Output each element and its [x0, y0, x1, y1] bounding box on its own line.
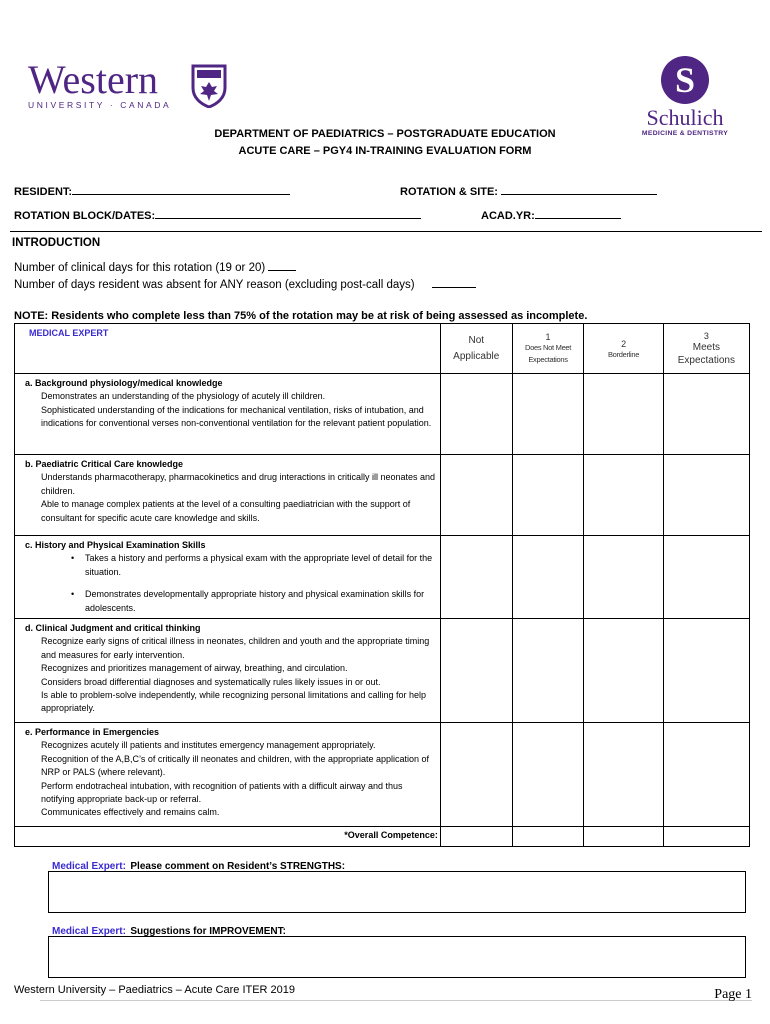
col-not-applicable: Not Applicable	[440, 324, 512, 374]
rating-cell[interactable]	[512, 723, 584, 827]
incomplete-note: NOTE: Residents who complete less than 75% of the rotation may be at risk of being assessed as incomplete.	[14, 310, 588, 322]
western-crest-icon	[191, 64, 227, 108]
divider	[10, 231, 762, 232]
rotation-site-field[interactable]	[400, 184, 657, 198]
absent-days-blank[interactable]	[432, 278, 476, 288]
improvement-label: Suggestions for IMPROVEMENT:	[130, 926, 286, 937]
item-c: c. History and Physical Examination Skills • Takes a history and performs a physical exam with the appropriate level of detail for the situation. • Demonstrates developmentally appropriate history and physical examination skills for adolescents.	[15, 536, 441, 619]
rating-cell[interactable]	[663, 827, 749, 847]
schulich-logo-subtitle: MEDICINE & DENTISTRY	[641, 130, 729, 137]
absent-days-line	[14, 278, 476, 291]
rating-cell[interactable]	[512, 455, 584, 536]
overall-competence-label: *Overall Competence:	[15, 827, 441, 847]
medical-expert-table	[14, 323, 750, 847]
rotation-site-label: ROTATION & SITE:	[400, 186, 498, 198]
rating-cell[interactable]	[440, 619, 512, 723]
rating-cell[interactable]	[584, 374, 663, 455]
col-does-not-meet: 1 Does Not Meet Expectations	[512, 324, 584, 374]
strengths-label: Please comment on Resident’s STRENGTHS:	[130, 861, 346, 872]
table-row	[15, 619, 750, 723]
me-label: Medical Expert:	[52, 861, 126, 872]
item-a: a. Background physiology/medical knowledge Demonstrates an understanding of the physiology of acutely ill children. Sophisticated understanding of the indications for mechanical ventilation, risks of intubation, and indications for conventional verses non-conventional ventilation for the relevant patient population.	[15, 374, 441, 455]
rating-cell[interactable]	[584, 619, 663, 723]
col-meets: 3 Meets Expectations	[663, 324, 749, 374]
rating-cell[interactable]	[512, 827, 584, 847]
rotation-block-label: ROTATION BLOCK/DATES:	[14, 210, 156, 222]
absent-days-text: Number of days resident was absent for ANY reason (excluding post-call days)	[14, 279, 415, 291]
doc-title-line2: ACUTE CARE – PGY4 IN-TRAINING EVALUATION FORM	[238, 145, 532, 157]
footer-text: Western University – Paediatrics – Acute Care ITER 2019	[14, 984, 296, 996]
rating-cell[interactable]	[512, 536, 584, 619]
schulich-logo-name: Schulich	[646, 105, 724, 130]
rating-cell[interactable]	[663, 723, 749, 827]
intro-heading: INTRODUCTION	[12, 237, 101, 249]
rating-cell[interactable]	[663, 536, 749, 619]
table-header-row	[15, 324, 750, 374]
rating-cell[interactable]	[584, 723, 663, 827]
rating-cell[interactable]	[663, 374, 749, 455]
clinical-days-line	[14, 261, 296, 274]
clinical-days-blank[interactable]	[268, 261, 296, 271]
table-row	[15, 723, 750, 827]
section-title: MEDICAL EXPERT	[15, 324, 441, 374]
doc-title-line1: DEPARTMENT OF PAEDIATRICS – POSTGRADUATE EDUCATION	[214, 128, 556, 140]
rating-cell[interactable]	[663, 455, 749, 536]
rating-cell[interactable]	[440, 374, 512, 455]
footer-divider	[40, 1000, 752, 1001]
item-d: d. Clinical Judgment and critical thinking Recognize early signs of critical illness in neonates, children and youth and the appropriate timing and measures for early intervention. Recognizes and prioritizes management of airway, breathing, and circulation. Considers broad differential diagnoses and systematically rules likely issues in or out. Is able to problem-solve independently, while recognizing personal limitations and calling for help appropriately.	[15, 619, 441, 723]
rating-cell[interactable]	[512, 619, 584, 723]
western-logo	[28, 57, 172, 110]
resident-field[interactable]	[14, 184, 290, 198]
resident-label: RESIDENT:	[14, 186, 73, 198]
table-row	[15, 455, 750, 536]
strengths-comment-box[interactable]	[48, 871, 746, 913]
rating-cell[interactable]	[440, 827, 512, 847]
page-number: Page 1	[714, 987, 752, 1002]
table-row	[15, 374, 750, 455]
rating-cell[interactable]	[440, 723, 512, 827]
schulich-s-icon: S	[661, 56, 709, 104]
overall-row	[15, 827, 750, 847]
schulich-logo	[640, 56, 730, 137]
rating-cell[interactable]	[440, 536, 512, 619]
rotation-block-field[interactable]	[14, 208, 421, 222]
clinical-days-text: Number of clinical days for this rotation (19 or 20)	[14, 262, 266, 274]
rating-cell[interactable]	[584, 827, 663, 847]
western-logo-name: Western	[28, 57, 159, 102]
rating-cell[interactable]	[584, 536, 663, 619]
rating-cell[interactable]	[512, 374, 584, 455]
acad-yr-label: ACAD.YR:	[481, 210, 535, 222]
item-b: b. Paediatric Critical Care knowledge Understands pharmacotherapy, pharmacokinetics and drug interactions in critically ill neonates and children. Able to manage complex patients at the level of a consulting paediatrician with the support of consultant for specific acute care knowledge and skills.	[15, 455, 441, 536]
rating-cell[interactable]	[584, 455, 663, 536]
rating-cell[interactable]	[663, 619, 749, 723]
rating-cell[interactable]	[440, 455, 512, 536]
table-row	[15, 536, 750, 619]
me-label: Medical Expert:	[52, 926, 126, 937]
western-logo-subtitle: UNIVERSITY · CANADA	[28, 100, 172, 110]
acad-yr-field[interactable]	[481, 208, 621, 222]
col-borderline: 2 Borderline	[584, 324, 663, 374]
improvement-comment-box[interactable]	[48, 936, 746, 978]
item-e: e. Performance in Emergencies Recognizes acutely ill patients and institutes emergency management appropriately. Recognition of the A,B,C’s of critically ill neonates and children, with the appropriate application of NRP or PALS (where relevant). Perform endotracheal intubation, with recognition of patients with a difficult airway and thus notifying appropriate back-up or referral. Communicates effectively and remains calm.	[15, 723, 441, 827]
